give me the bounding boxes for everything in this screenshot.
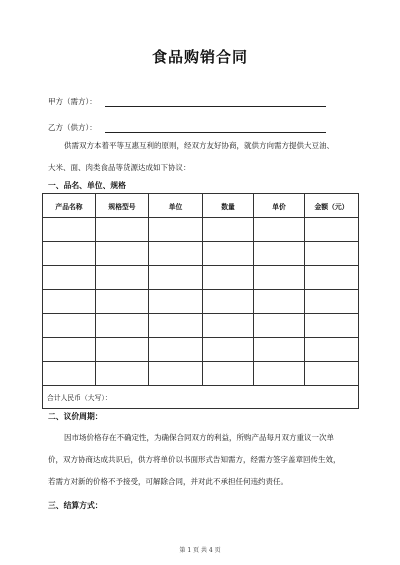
table-cell[interactable] — [149, 338, 203, 362]
table-cell[interactable] — [43, 266, 96, 290]
table-cell[interactable] — [43, 242, 96, 266]
table-cell[interactable] — [43, 290, 96, 314]
table-cell[interactable] — [96, 242, 149, 266]
table-row — [43, 362, 359, 386]
pricing-line-3: 若需方对新的价格不予接受，可解除合同，并对此不承担任何违约责任。 — [48, 477, 288, 486]
table-cell[interactable] — [305, 314, 359, 338]
table-cell[interactable] — [43, 218, 96, 242]
section-1-heading: 一、品名、单位、规格 — [48, 181, 126, 190]
header-spec-model: 规格型号 — [96, 194, 149, 218]
table-cell[interactable] — [96, 314, 149, 338]
table-cell[interactable] — [305, 242, 359, 266]
table-cell[interactable] — [254, 314, 305, 338]
intro-line-1: 供需双方本着平等互惠互利的原则，经双方友好协商，就供方向需方提供大豆油、 — [64, 141, 334, 150]
table-cell[interactable] — [254, 218, 305, 242]
pricing-paragraph — [48, 427, 358, 493]
party-a-fill-line — [105, 106, 326, 107]
table-cell[interactable] — [203, 218, 254, 242]
table-cell[interactable] — [254, 266, 305, 290]
table-cell[interactable] — [254, 242, 305, 266]
party-b-fill-line — [105, 132, 326, 133]
table-row — [43, 290, 359, 314]
table-cell[interactable] — [203, 338, 254, 362]
table-cell[interactable] — [305, 290, 359, 314]
party-b-row — [48, 122, 97, 133]
header-unit-price: 单价 — [254, 194, 305, 218]
table-cell[interactable] — [149, 314, 203, 338]
intro-line-2: 大米、面、肉类食品等货源达成如下协议： — [48, 163, 191, 172]
party-a-label: 甲方（需方）： — [48, 97, 97, 106]
table-cell[interactable] — [203, 314, 254, 338]
pricing-line-2: 价，双方协商达成共识后，供方将单价以书面形式告知需方，经需方签字盖章回传生效， — [48, 455, 341, 464]
table-cell[interactable] — [305, 338, 359, 362]
section-2-heading: 二、议价周期： — [48, 412, 103, 421]
table-cell[interactable] — [305, 362, 359, 386]
table-row — [43, 314, 359, 338]
table-cell[interactable] — [96, 290, 149, 314]
table-row — [43, 338, 359, 362]
table-row — [43, 218, 359, 242]
header-unit: 单位 — [149, 194, 203, 218]
header-amount: 金额（元） — [305, 194, 359, 218]
table-header-row — [43, 194, 359, 218]
table-cell[interactable] — [305, 218, 359, 242]
total-row — [43, 386, 359, 409]
intro-paragraph — [48, 135, 358, 179]
table-cell[interactable] — [203, 242, 254, 266]
table-cell[interactable] — [203, 290, 254, 314]
table-cell[interactable] — [254, 290, 305, 314]
goods-table — [42, 193, 359, 409]
table-cell[interactable] — [149, 266, 203, 290]
table-cell[interactable] — [203, 266, 254, 290]
total-rmb-cell[interactable]: 合计人民币（大写）： — [43, 386, 359, 409]
table-cell[interactable] — [149, 290, 203, 314]
section-3-heading: 三、结算方式： — [48, 501, 103, 510]
table-cell[interactable] — [149, 362, 203, 386]
table-cell[interactable] — [305, 266, 359, 290]
table-cell[interactable] — [96, 266, 149, 290]
table-row — [43, 242, 359, 266]
table-cell[interactable] — [96, 218, 149, 242]
header-quantity: 数量 — [203, 194, 254, 218]
table-cell[interactable] — [96, 338, 149, 362]
party-b-label: 乙方（供方）： — [48, 123, 97, 132]
table-cell[interactable] — [203, 362, 254, 386]
table-row — [43, 266, 359, 290]
table-cell[interactable] — [43, 338, 96, 362]
table-cell[interactable] — [43, 314, 96, 338]
table-cell[interactable] — [254, 338, 305, 362]
party-a-row — [48, 96, 97, 107]
table-cell[interactable] — [96, 362, 149, 386]
header-product-name: 产品名称 — [43, 194, 96, 218]
table-cell[interactable] — [149, 242, 203, 266]
page-number: 第 1 页 共 4 页 — [179, 547, 221, 554]
pricing-line-1: 因市场价格存在不确定性，为确保合同双方的利益，所购产品每月双方重议一次单 — [64, 433, 334, 442]
table-cell[interactable] — [254, 362, 305, 386]
document-title: 食品购销合同 — [151, 48, 248, 66]
table-cell[interactable] — [43, 362, 96, 386]
table-cell[interactable] — [149, 218, 203, 242]
